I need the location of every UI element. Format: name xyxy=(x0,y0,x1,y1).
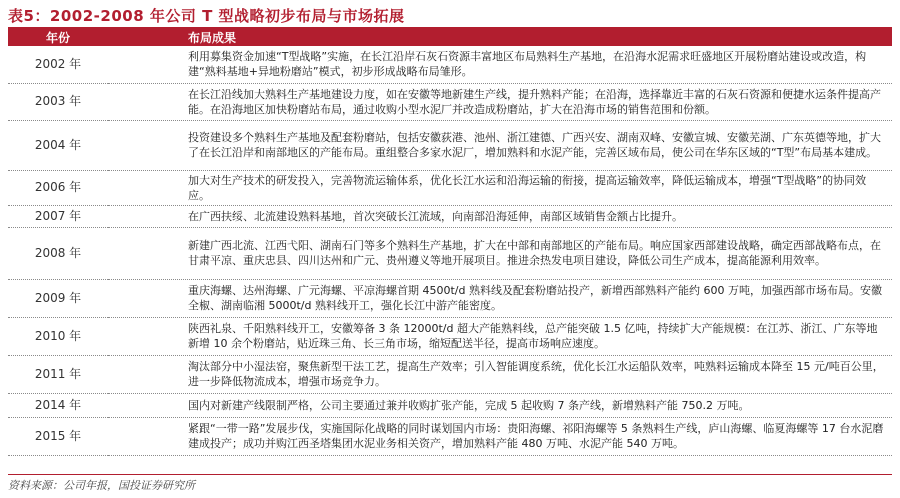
source-note: 资料来源：公司年报，国投证券研究所 xyxy=(8,474,892,492)
row-content: 紧跟“一带一路”发展步伐，实施国际化战略的同时谋划国内市场：贵阳海螺、祁阳海螺等 5 条熟料生产线，庐山海螺、临夏海螺等 17 台水泥磨建成投产；成功并购江西圣塔集团水泥业务相关资产，增加熟料产能 480 万吨、水泥产能 540 万吨。 xyxy=(108,417,892,455)
table-row xyxy=(8,279,892,317)
row-year: 2010 年 xyxy=(8,317,108,355)
table-row xyxy=(8,227,892,279)
row-year: 2004 年 xyxy=(8,120,108,170)
row-year: 2008 年 xyxy=(8,227,108,279)
row-content: 在长江沿线加大熟料生产基地建设力度，如在安徽等地新建生产线，提升熟料产能；在沿海，选择靠近丰富的石灰石资源和便捷水运条件提高产能。在沿海地区加快粉磨站布局，通过收购小型水泥厂并改造成粉磨站，扩大在沿海市场的销售范围和份额。 xyxy=(108,83,892,120)
header-content: 布局成果 xyxy=(108,29,892,46)
table-row xyxy=(8,355,892,393)
row-content: 利用募集资金加速“T型战略”实施，在长江沿岸石灰石资源丰富地区布局熟料生产基地，在沿海水泥需求旺盛地区开展粉磨站建设或改造，构建“熟料基地+异地粉磨站”模式，初步形成战略布局雏形。 xyxy=(108,46,892,83)
table-row xyxy=(8,83,892,120)
table-title: 表5：2002-2008 年公司 T 型战略初步布局与市场拓展 xyxy=(8,7,405,25)
row-year: 2015 年 xyxy=(8,417,108,455)
table-row xyxy=(8,393,892,417)
row-content: 国内对新建产线限制严格，公司主要通过兼并收购扩张产能，完成 5 起收购 7 条产线，新增熟料产能 750.2 万吨。 xyxy=(108,393,892,417)
row-content: 新建广西北流、江西弋阳、湖南石门等多个熟料生产基地，扩大在中部和南部地区的产能布局。响应国家西部建设战略，确定西部战略布点，在甘肃平凉、重庆忠县、四川达州和广元、贵州遵义等地开展项目。推进余热发电项目建设，降低公司生产成本，提高能源利用效率。 xyxy=(108,227,892,279)
row-year: 2002 年 xyxy=(8,46,108,83)
header-year: 年份 xyxy=(8,29,108,46)
row-content: 重庆海螺、达州海螺、广元海螺、平凉海螺首期 4500t/d 熟料线及配套粉磨站投产，新增西部熟料产能约 600 万吨，加强西部市场布局。安徽全椒、湖南临湘 5000t/d 熟料线开工，强化长江中游产能密度。 xyxy=(108,279,892,317)
table-row xyxy=(8,205,892,227)
row-year: 2011 年 xyxy=(8,355,108,393)
row-year: 2009 年 xyxy=(8,279,108,317)
row-content: 加大对生产技术的研发投入，完善物流运输体系，优化长江水运和沿海运输的衔接，提高运输效率，降低运输成本，增强“T型战略”的协同效应。 xyxy=(108,170,892,205)
table-row xyxy=(8,170,892,205)
table-row xyxy=(8,317,892,355)
row-content: 在广西扶绥、北流建设熟料基地，首次突破长江流域，向南部沿海延伸，南部区域销售金额占比提升。 xyxy=(108,205,892,227)
row-content: 淘汰部分中小湿法窑，聚焦新型干法工艺，提高生产效率；引入智能调度系统，优化长江水运船队效率，吨熟料运输成本降至 15 元/吨百公里，进一步降低物流成本，增强市场竞争力。 xyxy=(108,355,892,393)
row-content: 投资建设多个熟料生产基地及配套粉磨站，包括安徽荻港、池州、浙江建德、广西兴安、湖南双峰、安徽宣城、安徽芜湖、广东英德等地，扩大了在长江沿岸和南部地区的产能布局。重组整合多家水泥厂，增加熟料和水泥产能，完善区域布局，使公司在华东区域的“T型”布局基本建成。 xyxy=(108,120,892,170)
table-row xyxy=(8,120,892,170)
layout-results-table xyxy=(8,29,892,456)
table-header-row xyxy=(8,29,892,46)
row-year: 2003 年 xyxy=(8,83,108,120)
row-content: 陕西礼泉、千阳熟料线开工，安徽筹备 3 条 12000t/d 超大产能熟料线，总产能突破 1.5 亿吨，持续扩大产能规模：在江苏、浙江、广东等地新增 10 余个粉磨站，贴近珠三角、长三角市场，缩短配送半径，提高市场响应速度。 xyxy=(108,317,892,355)
row-year: 2006 年 xyxy=(8,170,108,205)
row-year: 2007 年 xyxy=(8,205,108,227)
table-row xyxy=(8,46,892,83)
row-year: 2014 年 xyxy=(8,393,108,417)
table-row xyxy=(8,417,892,455)
